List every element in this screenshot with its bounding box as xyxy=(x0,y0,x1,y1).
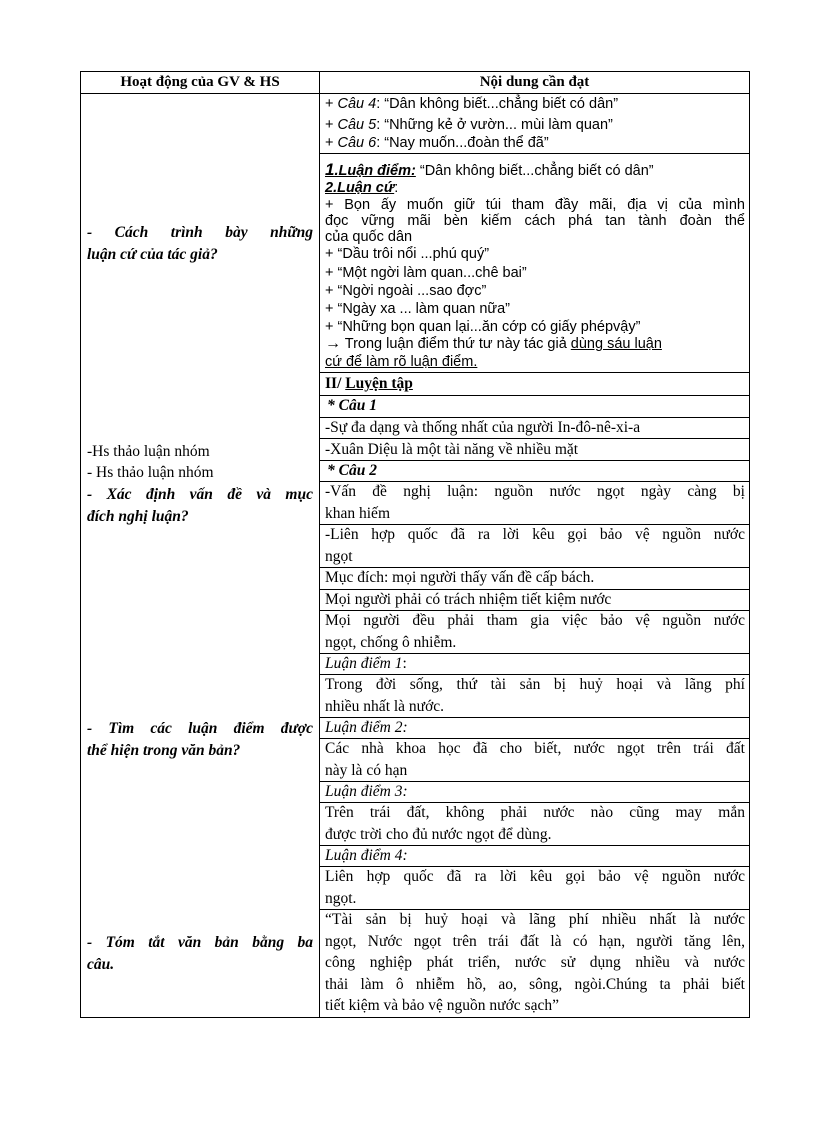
luan-diem-4-label: Luận điểm 4: xyxy=(325,847,408,864)
luyen-tap-number: II/ xyxy=(325,375,342,392)
answer-1-line-1: -Sự đa dạng và thống nhất của người In-đô-nê-xi-a xyxy=(325,419,641,436)
evidence-line-1: + Bọn ấy muốn giữ túi tham đầy mãi, địa vị của mình xyxy=(325,197,745,213)
cau-1-heading: * Câu 1 xyxy=(327,397,377,414)
luan-cu-line xyxy=(325,180,398,196)
evidence-item-5: + “Những bọn quan lại...ăn cớp có giấy phépvậy” xyxy=(325,319,641,335)
answer-2-line-6: Mọi người phải có trách nhiệm tiết kiệm nước xyxy=(325,591,612,608)
luan-diem-2-line-2: này là có hạn xyxy=(325,762,408,779)
answer-2-line-3: -Liên hợp quốc đã ra lời kêu gọi bảo vệ nguồn nước xyxy=(325,526,745,543)
cau-6-label: Câu 6 xyxy=(337,135,377,151)
luyen-tap-label: Luyện tập xyxy=(345,375,413,392)
summary-line-3: công nghiệp phát triển, nước sử dụng nhiều và nước xyxy=(325,954,745,971)
column-divider xyxy=(319,72,320,1017)
summary-line-1: “Tài sản bị huỷ hoại và lãng phí nhiều nhất là nước xyxy=(325,911,745,928)
lesson-table xyxy=(80,71,750,1018)
arrow-icon: → xyxy=(325,335,341,352)
conclusion-line-1 xyxy=(325,336,745,352)
row-divider xyxy=(320,438,749,439)
cau-5-text: : “Những kẻ ở vườn... mùi làm quan” xyxy=(376,117,613,133)
answer-2-line-4: ngọt xyxy=(325,548,353,565)
question-4-line1: - Tóm tắt văn bản bằng ba xyxy=(87,934,313,951)
cau-4-text: : “Dân không biết...chẳng biết có dân” xyxy=(376,96,619,112)
question-2-line2: đích nghị luận? xyxy=(87,508,189,525)
conclusion-underlined: dùng sáu luận xyxy=(570,336,662,352)
hs-note-1: -Hs thảo luận nhóm xyxy=(87,443,210,460)
question-3-line1: - Tìm các luận điểm được xyxy=(87,720,313,737)
answer-2-line-5: Mục đích: mọi người thấy vấn đề cấp bách. xyxy=(325,569,595,586)
question-2-line1: - Xác định vấn đề và mục xyxy=(87,486,313,503)
evidence-item-1: + “Dầu trôi nổi ...phú quý” xyxy=(325,246,490,262)
luan-diem-label: .Luận điểm: xyxy=(334,163,416,179)
row-divider xyxy=(320,153,749,154)
header-right: Nội dung cần đạt xyxy=(479,74,590,90)
question-3-line2: thể hiện trong văn bản? xyxy=(87,742,241,759)
summary-line-5: tiết kiệm và bảo vệ nguồn nước sạch” xyxy=(325,997,559,1014)
cau-2-heading: * Câu 2 xyxy=(327,462,377,479)
evidence-item-4: + “Ngày xa ... làm quan nữa” xyxy=(325,301,511,317)
answer-2-line-2: khan hiếm xyxy=(325,505,390,522)
conclusion-text: Trong luận điểm thứ tư này tác giả xyxy=(341,336,571,352)
luan-diem-2-label: Luận điểm 2: xyxy=(325,719,408,736)
question-1-line1: - Cách trình bày những xyxy=(87,224,313,241)
summary-line-4: thải làm ô nhiễm hồ, ao, sông, ngòi.Chúng ta phải biết xyxy=(325,976,745,993)
row-divider xyxy=(320,372,749,373)
conclusion-line-2: cứ để làm rõ luận điểm. xyxy=(325,354,478,370)
row-divider xyxy=(320,395,749,396)
cau-6-line: + Câu 6: “Nay muốn...đoàn thể đã” xyxy=(325,135,549,151)
hs-note-2: - Hs thảo luận nhóm xyxy=(87,464,214,481)
cau-4-line: + Câu 4: “Dân không biết...chẳng biết có dân” xyxy=(325,96,619,112)
summary-line-2: ngọt, Nước ngọt trên trái đất là có hạn, người tăng lên, xyxy=(325,933,745,950)
evidence-line-2: đọc vững mãi bèn kiếm cách phá tan tành đoàn thể xyxy=(325,213,745,229)
luyen-tap-heading xyxy=(325,374,413,394)
cau-4-label: Câu 4 xyxy=(337,96,377,112)
luan-diem-1-colon: : xyxy=(402,655,407,672)
header-left: Hoạt động của GV & HS xyxy=(120,74,280,90)
luan-cu-label: 2.Luận cứ xyxy=(325,180,395,196)
luan-diem-line xyxy=(325,162,654,179)
answer-2-line-8: ngọt, chống ô nhiễm. xyxy=(325,634,457,651)
question-4-line2: câu. xyxy=(87,956,115,973)
luan-diem-1-label xyxy=(325,654,407,674)
luan-cu-colon: : xyxy=(394,180,399,196)
luan-diem-1-line-1: Trong đời sống, thứ tài sản bị huỷ hoại và lãng phí xyxy=(325,676,745,693)
cau-5-label: Câu 5 xyxy=(337,117,377,133)
evidence-line-3: của quốc dân xyxy=(325,229,413,245)
question-1-line2: luận cứ của tác giả? xyxy=(87,246,218,263)
answer-2-line-1: -Vấn đề nghị luận: nguồn nước ngọt ngày càng bị xyxy=(325,483,745,500)
table-header xyxy=(81,72,749,94)
luan-diem-1-text: Luận điểm 1 xyxy=(325,655,403,672)
cau-5-line: + Câu 5: “Những kẻ ở vườn... mùi làm quan” xyxy=(325,117,613,133)
evidence-item-2: + “Một ngời làm quan...chê bai” xyxy=(325,265,527,281)
luan-diem-4-line-2: ngọt. xyxy=(325,890,357,907)
luan-diem-text: “Dân không biết...chẳng biết có dân” xyxy=(415,163,654,179)
luan-diem-4-line-1: Liên hợp quốc đã ra lời kêu gọi bảo vệ nguồn nước xyxy=(325,868,745,885)
cau-6-text: : “Nay muốn...đoàn thể đã” xyxy=(376,135,549,151)
luan-diem-3-line-1: Trên trái đất, không phải nước nào cũng may mắn xyxy=(325,804,745,821)
row-divider xyxy=(320,460,749,461)
answer-1-line-2: -Xuân Diệu là một tài năng về nhiều mặt xyxy=(325,441,579,458)
luan-diem-3-label: Luận điểm 3: xyxy=(325,783,408,800)
evidence-item-3: + “Ngời ngoài ...sao đợc” xyxy=(325,283,487,299)
luan-diem-1-line-2: nhiều nhất là nước. xyxy=(325,698,445,715)
luan-diem-number: 1 xyxy=(325,160,335,179)
luan-diem-3-line-2: được trời cho đủ nước ngọt để dùng. xyxy=(325,826,552,843)
luan-diem-2-line-1: Các nhà khoa học đã cho biết, nước ngọt trên trái đất xyxy=(325,740,745,757)
answer-2-line-7: Mọi người đều phải tham gia việc bảo vệ nguồn nước xyxy=(325,612,745,629)
